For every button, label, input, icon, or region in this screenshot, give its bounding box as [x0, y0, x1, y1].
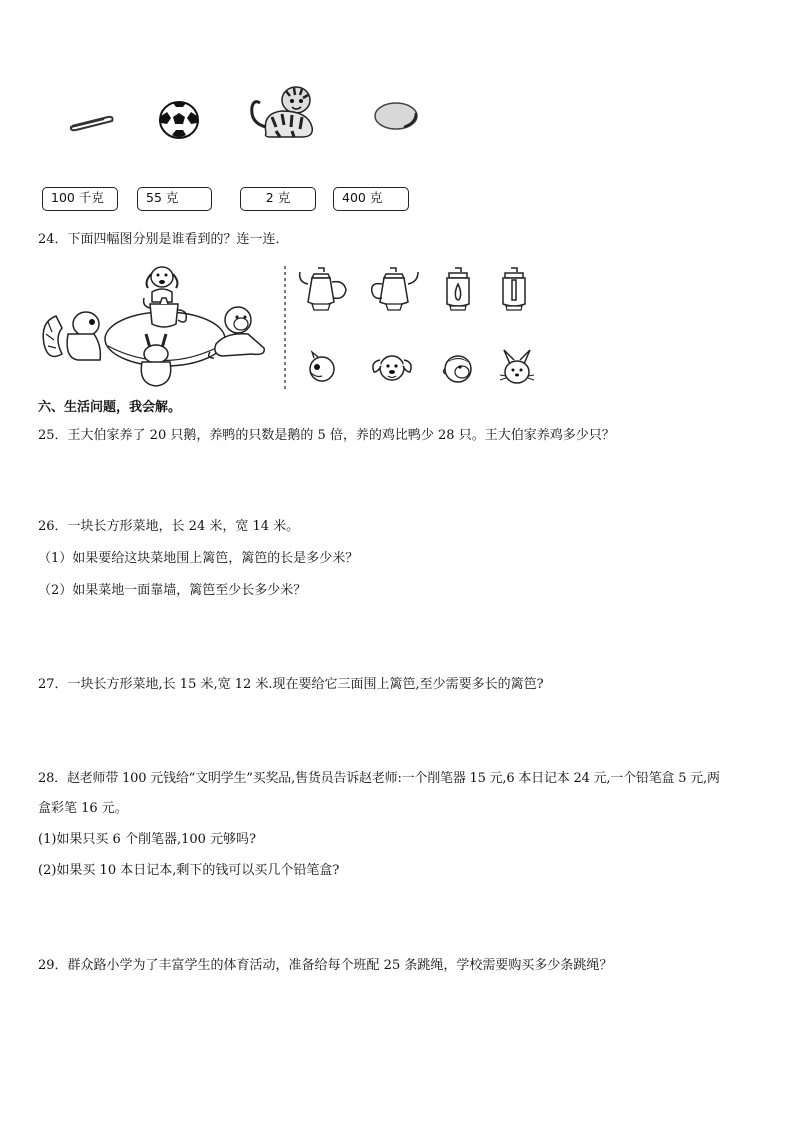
- question-26-part-2: （2）如果菜地一面靠墙，篱笆至少长多少米？: [38, 583, 307, 598]
- question-26-part-1: （1）如果要给这块菜地围上篱笆，篱笆的长是多少米？: [38, 551, 359, 566]
- teapot-view-spout-left-icon: [298, 266, 350, 312]
- dog-head-icon: [370, 350, 414, 386]
- question-25: 25．王大伯家养了 20 只鹅，养鸭的只数是鹅的 5 倍，养的鸡比鸭少 28 只。王大伯家养鸡多少只？: [38, 428, 615, 443]
- tiger-icon: [246, 83, 322, 139]
- section-heading: 六、生活问题，我会解。: [38, 400, 182, 415]
- squirrel-head-icon: [306, 352, 338, 386]
- question-26-stem: 26．一块长方形菜地，长 24 米，宽 14 米。: [38, 519, 300, 534]
- soccer-ball-icon: [158, 100, 200, 140]
- question-28-stem-continued: 盒彩笔 16 元。: [38, 801, 128, 816]
- question-28-part-2: (2)如果买 10 本日记本,剩下的钱可以买几个铅笔盒?: [38, 863, 340, 878]
- question-28-part-1: (1)如果只买 6 个削笔器,100 元够吗?: [38, 832, 256, 847]
- weight-option-box: 100 千克: [42, 187, 118, 211]
- rabbit-head-icon: [500, 348, 534, 388]
- paperclip-icon: [68, 112, 116, 132]
- weight-option-box: 55 克: [137, 187, 212, 211]
- dog-icon: [147, 267, 178, 302]
- question-27: 27．一块长方形菜地,长 15 米,宽 12 米.现在要给它三面围上篱笆,至少需要多长的篱笆?: [38, 677, 544, 692]
- teapot-view-front-spout-icon: [497, 266, 531, 312]
- plate-icon: [374, 101, 420, 131]
- weight-option-box: 2 克: [240, 187, 316, 211]
- teapot-view-spout-right-icon: [368, 266, 422, 312]
- dashed-divider: [283, 266, 287, 390]
- question-29: 29．群众路小学为了丰富学生的体育活动，准备给每个班配 25 条跳绳，学校需要购买多少条跳绳？: [38, 958, 613, 973]
- weight-option-box: 400 克: [333, 187, 409, 211]
- monkey-head-icon: [440, 352, 476, 386]
- question-28-stem: 28．赵老师带 100 元钱给“文明学生”买奖品,售货员告诉赵老师:一个削笔器 15 元,6 本日记本 24 元,一个铅笔盒 5 元,两: [38, 771, 720, 786]
- squirrel-icon: [43, 312, 100, 360]
- table-scene-figure: [38, 262, 270, 390]
- question-24: 24．下面四幅图分别是谁看到的？连一连．: [38, 232, 289, 247]
- teapot-view-front-handle-icon: [441, 266, 475, 312]
